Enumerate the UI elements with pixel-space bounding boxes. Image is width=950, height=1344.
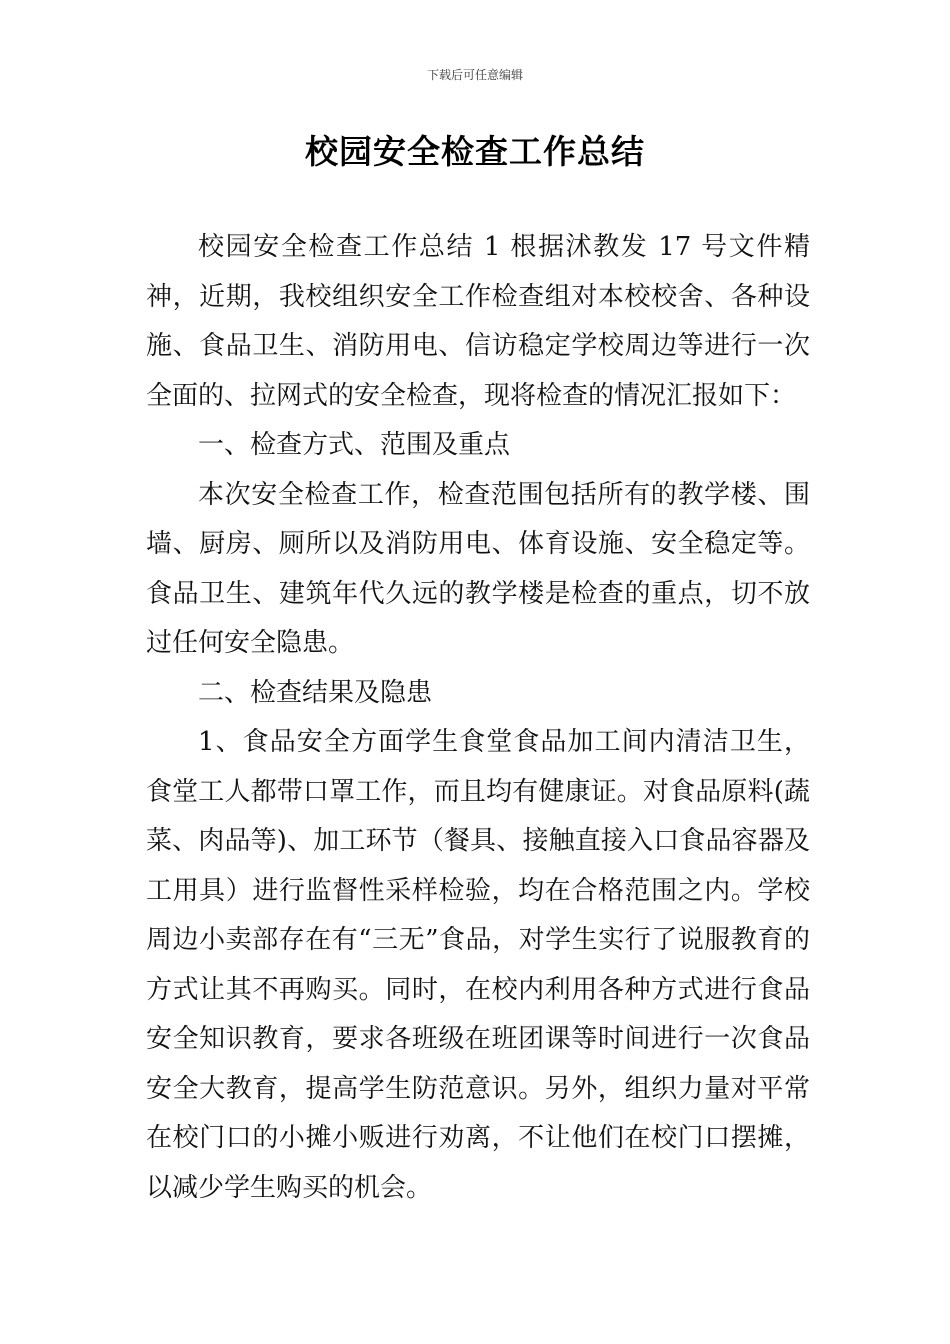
paragraph-scope: 本次安全检查工作，检查范围包括所有的教学楼、围墙、厨房、厕所以及消防用电、体育设施、安全稳定等。食品卫生、建筑年代久远的教学楼是检查的重点，切不放过任何安全隐患。 [146,479,810,658]
section-heading-2: 二、检查结果及隐患 [198,677,433,708]
paragraph-food-safety: 1、食品安全方面学生食堂食品加工间内清洁卫生，食堂工人都带口罩工作，而且均有健康证。对食品原料(蔬菜、肉品等)、加工环节（餐具、接触直接入口食品容器及工用具）进行监督性采样检验，均在合格范围之内。学校周边小卖部存在有“三无”食品，对学生实行了说服教育的方式让其不再购买。同时，在校内利用各种方式进行食品安全知识教育，要求各班级在班团课等时间进行一次食品安全大教育，提高学生防范意识。另外，组织力量对平常在校门口的小摊小贩进行劝离，不让他们在校门口摆摊，以减少学生购买的机会。 [146,727,810,1203]
document-title: 校园安全检查工作总结 [305,132,645,171]
paragraph-intro: 校园安全检查工作总结 1 根据沭教发 17 号文件精神，近期，我校组织安全工作检查组对本校校舍、各种设施、食品卫生、消防用电、信访稳定学校周边等进行一次全面的、拉网式的安全检查，现将检查的情况汇报如下： [146,232,810,411]
section-heading-1: 一、检查方式、范围及重点 [198,430,511,460]
header-note: 下载后可任意编辑 [426,68,523,82]
document-body [146,223,810,1213]
